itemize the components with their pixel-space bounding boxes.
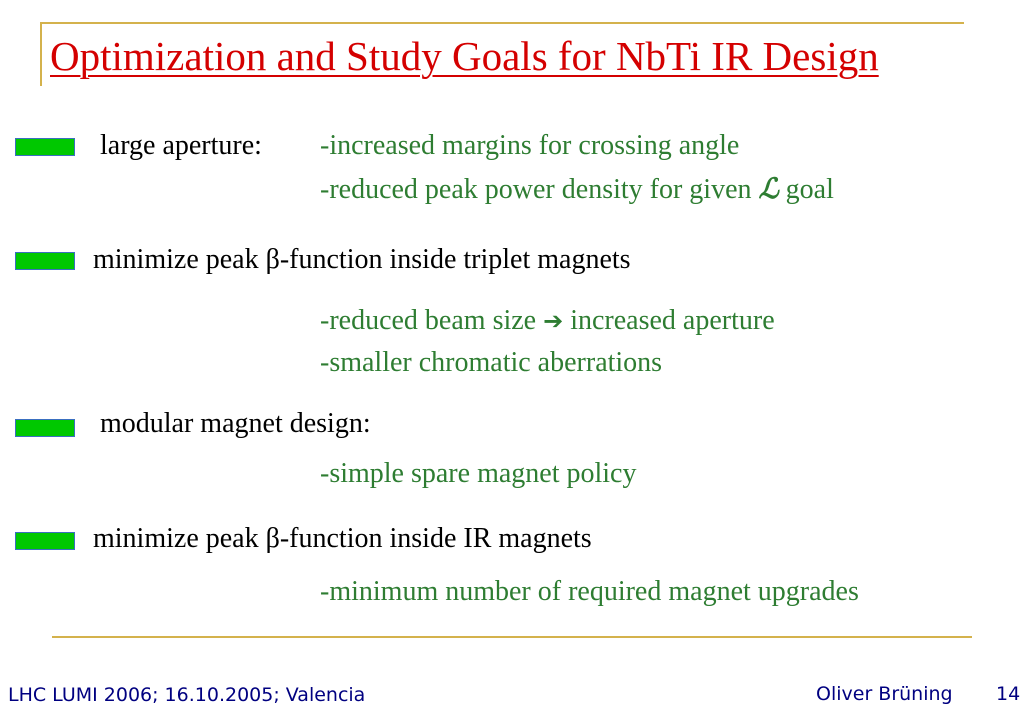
- detail-text: goal: [778, 174, 834, 205]
- detail-text: increased aperture: [563, 305, 775, 336]
- title-vertical-rule: [40, 22, 42, 86]
- item-heading: modular magnet design:: [100, 408, 371, 439]
- luminosity-symbol: ℒ: [758, 174, 779, 205]
- right-arrow-icon: ➔: [543, 307, 564, 335]
- bullet-icon: [15, 419, 75, 437]
- title-top-rule: [40, 22, 964, 24]
- item-heading: large aperture:: [100, 130, 262, 161]
- detail-text: -reduced peak power density for given: [320, 174, 759, 205]
- item-detail: [320, 172, 834, 206]
- footer-rule: [52, 636, 972, 638]
- item-detail: -minimum number of required magnet upgrades: [320, 576, 859, 607]
- slide-title: Optimization and Study Goals for NbTi IR Design: [50, 33, 879, 79]
- item-detail: -simple spare magnet policy: [320, 458, 637, 489]
- detail-text: -reduced beam size: [320, 305, 544, 336]
- footer-author: Oliver Brüning: [816, 683, 953, 705]
- item-heading: minimize peak β-function inside triplet magnets: [93, 244, 631, 275]
- item-detail: -increased margins for crossing angle: [320, 130, 740, 161]
- item-heading: minimize peak β-function inside IR magnets: [93, 523, 592, 554]
- item-detail: [320, 305, 775, 337]
- page-number: 14: [996, 683, 1021, 705]
- bullet-icon: [15, 138, 75, 156]
- bullet-icon: [15, 252, 75, 270]
- bullet-icon: [15, 532, 75, 550]
- footer-event: LHC LUMI 2006; 16.10.2005; Valencia: [8, 684, 366, 706]
- item-detail: -smaller chromatic aberrations: [320, 347, 663, 378]
